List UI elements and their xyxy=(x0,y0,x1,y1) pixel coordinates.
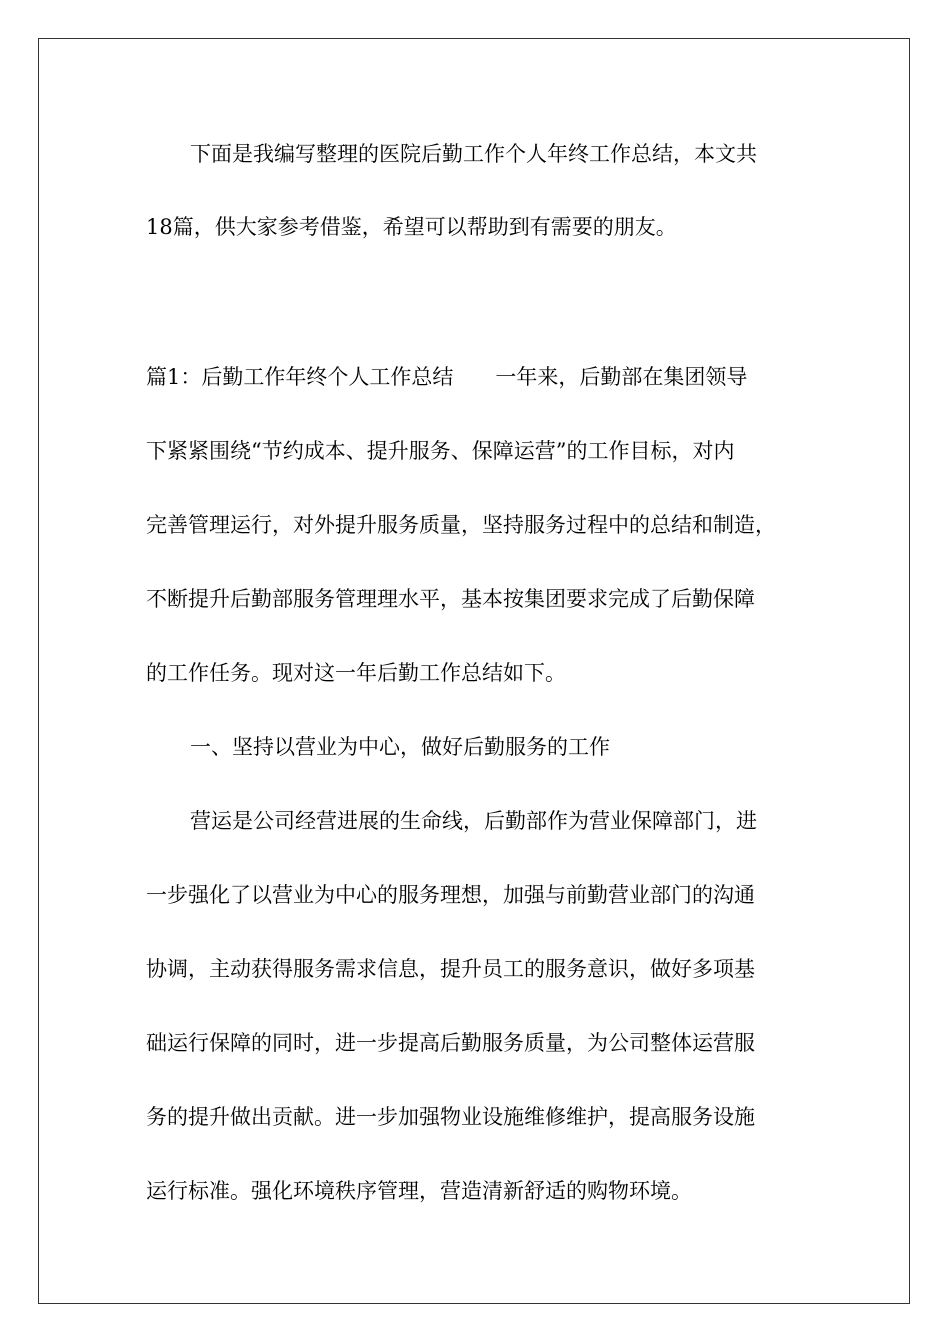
paragraph-2-line-1: 营运是公司经营进展的生命线，后勤部作为营业保障部门，进 xyxy=(190,809,757,833)
paragraph-1-line-2: 下紧紧围绕“节约成本、提升服务、保障运营”的工作目标，对内 xyxy=(146,439,735,463)
paragraph-1-line-3: 完善管理运行，对外提升服务质量，坚持服务过程中的总结和制造， xyxy=(146,513,776,537)
paragraph-2-line-4: 础运行保障的同时，进一步提高后勤服务质量，为公司整体运营服 xyxy=(146,1031,755,1055)
paragraph-2-line-5: 务的提升做出贡献。进一步加强物业设施维修维护，提高服务设施 xyxy=(146,1105,755,1129)
subheading-1: 一、坚持以营业为中心，做好后勤服务的工作 xyxy=(190,735,610,759)
paragraph-1-line-4: 不断提升后勤部服务管理理水平，基本按集团要求完成了后勤保障 xyxy=(146,587,755,611)
section-heading-line: 篇1：后勤工作年终个人工作总结 一年来，后勤部在集团领导 xyxy=(146,365,748,389)
paragraph-2-line-2: 一步强化了以营业为中心的服务理想，加强与前勤营业部门的沟通 xyxy=(146,883,755,907)
paragraph-2-line-6: 运行标准。强化环境秩序管理，营造清新舒适的购物环境。 xyxy=(146,1179,692,1203)
paragraph-1-line-5: 的工作任务。现对这一年后勤工作总结如下。 xyxy=(146,661,566,685)
paragraph-2-line-3: 协调，主动获得服务需求信息，提升员工的服务意识，做好多项基 xyxy=(146,957,755,981)
intro-line-1: 下面是我编写整理的医院后勤工作个人年终工作总结，本文共 xyxy=(190,142,757,166)
intro-line-2: 18篇，供大家参考借鉴，希望可以帮助到有需要的朋友。 xyxy=(146,215,677,239)
